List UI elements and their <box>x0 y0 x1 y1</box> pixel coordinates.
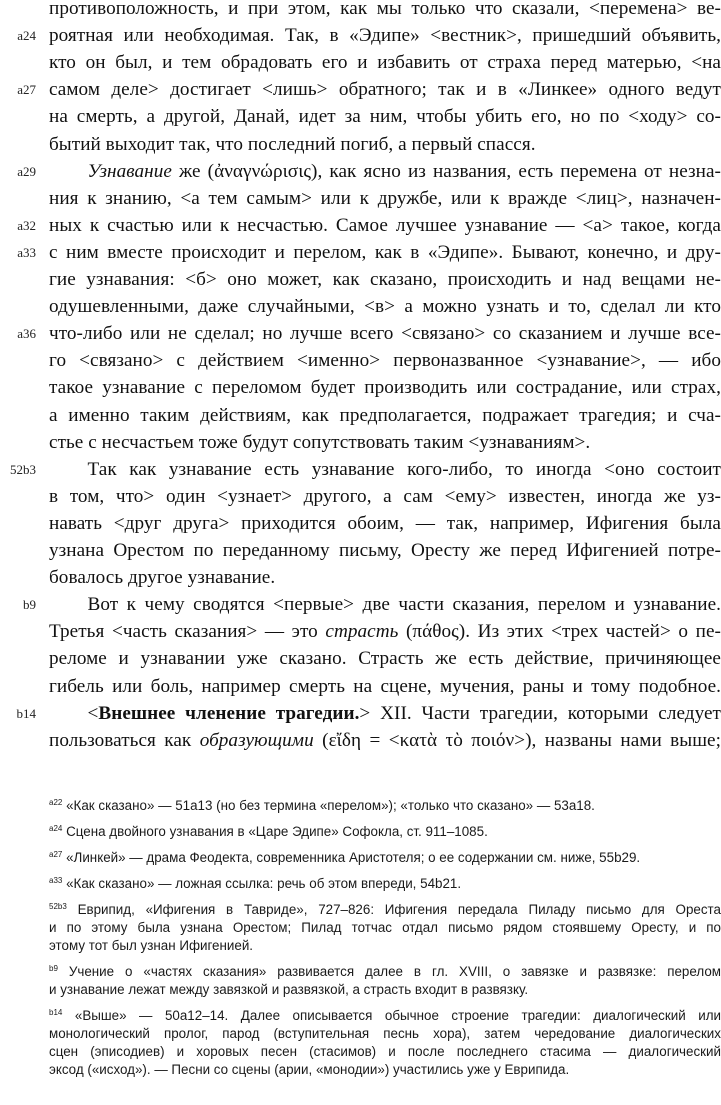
footnote-ref: a24 <box>49 824 63 833</box>
text-line <box>49 429 721 456</box>
text-line <box>49 0 721 22</box>
text-segment: а именно таким действиям, как предполагается, подражает трагедия; и сча- <box>49 404 721 426</box>
text-segment: реломе и узнавании уже сказано. Страсть же есть действие, причиняющее <box>49 648 721 670</box>
footnote-text: «Как сказано» — 51а13 (но без термина «перелом»); «только что сказано» — 53а18. <box>66 798 595 813</box>
text-line <box>49 374 721 401</box>
text-line <box>49 103 721 130</box>
footnote-line <box>49 937 721 955</box>
margin-line-number: b14 <box>16 705 36 721</box>
margin-line-number: 52b3 <box>10 461 36 477</box>
footnote-ref: 52b3 <box>49 902 67 911</box>
footnote-text: и по этому была узнана Орестом; Пилад тотчас отдал письмо рядом стоявшему Оресту, и по <box>49 920 721 935</box>
footnote-line <box>49 823 721 841</box>
footnote-line <box>49 963 721 981</box>
text-segment: самом деле> достигает <лишь> обратного; так и в «Линкее» одного ведут <box>49 79 721 101</box>
text-segment: гибель или боль, например смерть на сцене, мучения, раны и тому подобное. <box>49 675 721 697</box>
text-segment: же (ἀναγνώρισις), как ясно из названия, есть перемена от незна- <box>171 160 721 182</box>
text-segment: в том, что> один <узнает> другого, а сам <ему> известен, иногда же уз- <box>49 485 721 507</box>
text-line <box>49 320 721 347</box>
footnote-text: сцен (эписодиев) и хоровых песен (стасимов) и после последнего стасима — диалогический <box>49 1044 721 1059</box>
margin-line-number: a36 <box>17 326 36 342</box>
text-segment: стье с несчастьем тоже будут сопутствовать таким <узнаваниям>. <box>49 431 591 453</box>
margin-line-number: b9 <box>23 597 36 613</box>
text-line <box>49 49 721 76</box>
text-segment: одушевленными, даже случайными, <в> а можно узнать и то, сделал ли кто <box>49 296 721 318</box>
text-segment: (πάθος). Из этих <трех частей> о пе- <box>398 621 721 643</box>
text-line <box>49 510 721 537</box>
text-line <box>49 293 721 320</box>
text-segment: роятная или необходимая. Так, в «Эдипе» <вестник>, пришедший объявить, <box>49 25 721 47</box>
text-segment: бытий выходит так, что последний погиб, а первый спасся. <box>49 133 536 155</box>
text-segment: (εἴδη = <κατὰ τὸ ποιόν>), названы нами выше; <box>313 729 721 751</box>
text-segment: навать <друг друга> приходится обоим, — так, например, Ифигения была <box>49 512 721 534</box>
text-segment: Третья <часть сказания> — это <box>49 621 326 643</box>
text-segment: Узнавание <box>87 160 172 182</box>
footnote-ref: a22 <box>49 798 63 807</box>
text-segment: ных к счастью или к несчастью. Самое лучшее узнавание — <а> такое, когда <box>49 214 721 236</box>
text-segment <box>49 161 87 182</box>
footnote-text: Еврипид, «Ифигения в Тавриде», 727–826: Ифигения передала Пиладу письмо для Ореста <box>77 902 721 917</box>
text-line <box>49 212 721 239</box>
footnote-ref: a33 <box>49 876 63 885</box>
text-line <box>49 727 721 754</box>
footnote-text: эксод («исход»). — Песни со сцены (арии, «монодии») участились уже у Еврипида. <box>49 1062 570 1077</box>
margin-line-number: a27 <box>17 82 36 98</box>
text-segment: с ним вместе происходит и перелом, как в «Эдипе». Бывают, конечно, и дру- <box>49 241 721 263</box>
text-line <box>49 131 721 158</box>
text-segment: узнана Орестом по переданному письму, Оресту же перед Ифигенией потре- <box>49 540 721 561</box>
footnote-line <box>49 1025 721 1043</box>
footnote-line <box>49 1061 721 1079</box>
footnote-line <box>49 919 721 937</box>
footnote-text: монологический пролог, парод (вступительная песнь хора), затем чередование диалогических <box>49 1026 721 1041</box>
text-line <box>49 456 721 483</box>
text-segment: Внешнее членение трагедии. <box>98 702 360 724</box>
text-segment: такое узнавание с переломом будет производить или сострадание, или страх, <box>49 377 721 399</box>
text-line <box>49 591 721 618</box>
margin-line-number: a32 <box>17 217 36 233</box>
footnote-text: и узнавание лежат между завязкой и развязкой, а страсть входит в развязку. <box>49 982 529 997</box>
footnote-line <box>49 901 721 919</box>
text-segment: < <box>49 702 99 724</box>
footnote-line <box>49 849 721 867</box>
text-segment: на смерть, а другой, Данай, идет за ним, чтобы убить его, но по <ходу> со- <box>49 106 721 128</box>
text-segment: пользоваться как <box>49 729 200 751</box>
text-line <box>49 618 721 645</box>
text-segment: ния к знанию, <а тем самым> или к дружбе, или к вражде <лиц>, назначен- <box>49 187 721 209</box>
text-segment: бовалось другое узнавание. <box>49 567 276 589</box>
footnote-text: «Выше» — 50а12–14. Далее описывается обычное строение трагедии: диалогический или <box>74 1008 721 1023</box>
margin-line-number: a33 <box>17 244 36 260</box>
text-line <box>49 700 721 727</box>
text-line <box>49 158 721 185</box>
margin-line-number: a24 <box>17 28 36 44</box>
footnote-text: Сцена двойного узнавания в «Царе Эдипе» Софокла, ст. 911–1085. <box>66 824 488 839</box>
text-segment: кто он был, и тем обрадовать его и избавить от страха перед матерью, <на <box>49 52 721 74</box>
footnote-ref: b9 <box>49 964 58 973</box>
text-line <box>49 537 721 564</box>
footnote-line <box>49 1043 721 1061</box>
text-line <box>49 76 721 103</box>
footnote-line <box>49 875 721 893</box>
text-line <box>49 564 721 591</box>
footnote-text: этому тот был узнан Ифигенией. <box>49 938 254 953</box>
text-line <box>49 266 721 293</box>
text-segment: Вот к чему сводятся <первые> две части сказания, перелом и узнавание. <box>49 594 721 616</box>
footnote-text: «Как сказано» — ложная ссылка: речь об этом впереди, 54b21. <box>66 876 462 891</box>
margin-line-number: a29 <box>17 163 36 179</box>
text-line <box>49 645 721 672</box>
text-segment: гие узнавания: <б> оно может, как сказано, происходить и над вещами не- <box>49 269 721 290</box>
text-segment: что-либо или не сделал; но лучше всего <связано> со сказанием и лучше все- <box>49 323 721 345</box>
text-segment: > XII. Части трагедии, которыми следует <box>359 702 721 724</box>
text-line <box>49 22 721 49</box>
text-segment: го <связано> с действием <именно> первоназванное <узнавание>, — ибо <box>49 350 721 372</box>
text-segment: противоположность, и при этом, как мы только что сказали, <перемена> ве- <box>49 0 721 19</box>
text-segment: страсть <box>325 621 399 643</box>
text-line <box>49 673 721 700</box>
text-segment: образующими <box>199 729 314 751</box>
footnote-ref: a27 <box>49 850 63 859</box>
text-line <box>49 483 721 510</box>
footnote-line <box>49 1007 721 1025</box>
footnote-line <box>49 981 721 999</box>
footnote-text: Учение о «частях сказания» развивается далее в гл. XVIII, о завязке и развязке: перелом <box>68 964 721 979</box>
footnote-line <box>49 797 721 815</box>
footnote-ref: b14 <box>49 1008 63 1017</box>
text-line <box>49 185 721 212</box>
text-segment: Так как узнавание есть узнавание кого-либо, то иногда <оно состоит <box>49 458 721 480</box>
footnote-text: «Линкей» — драма Феодекта, современника Аристотеля; о ее содержании см. ниже, 55b29. <box>66 850 641 865</box>
text-line <box>49 402 721 429</box>
text-line <box>49 239 721 266</box>
text-line <box>49 347 721 374</box>
